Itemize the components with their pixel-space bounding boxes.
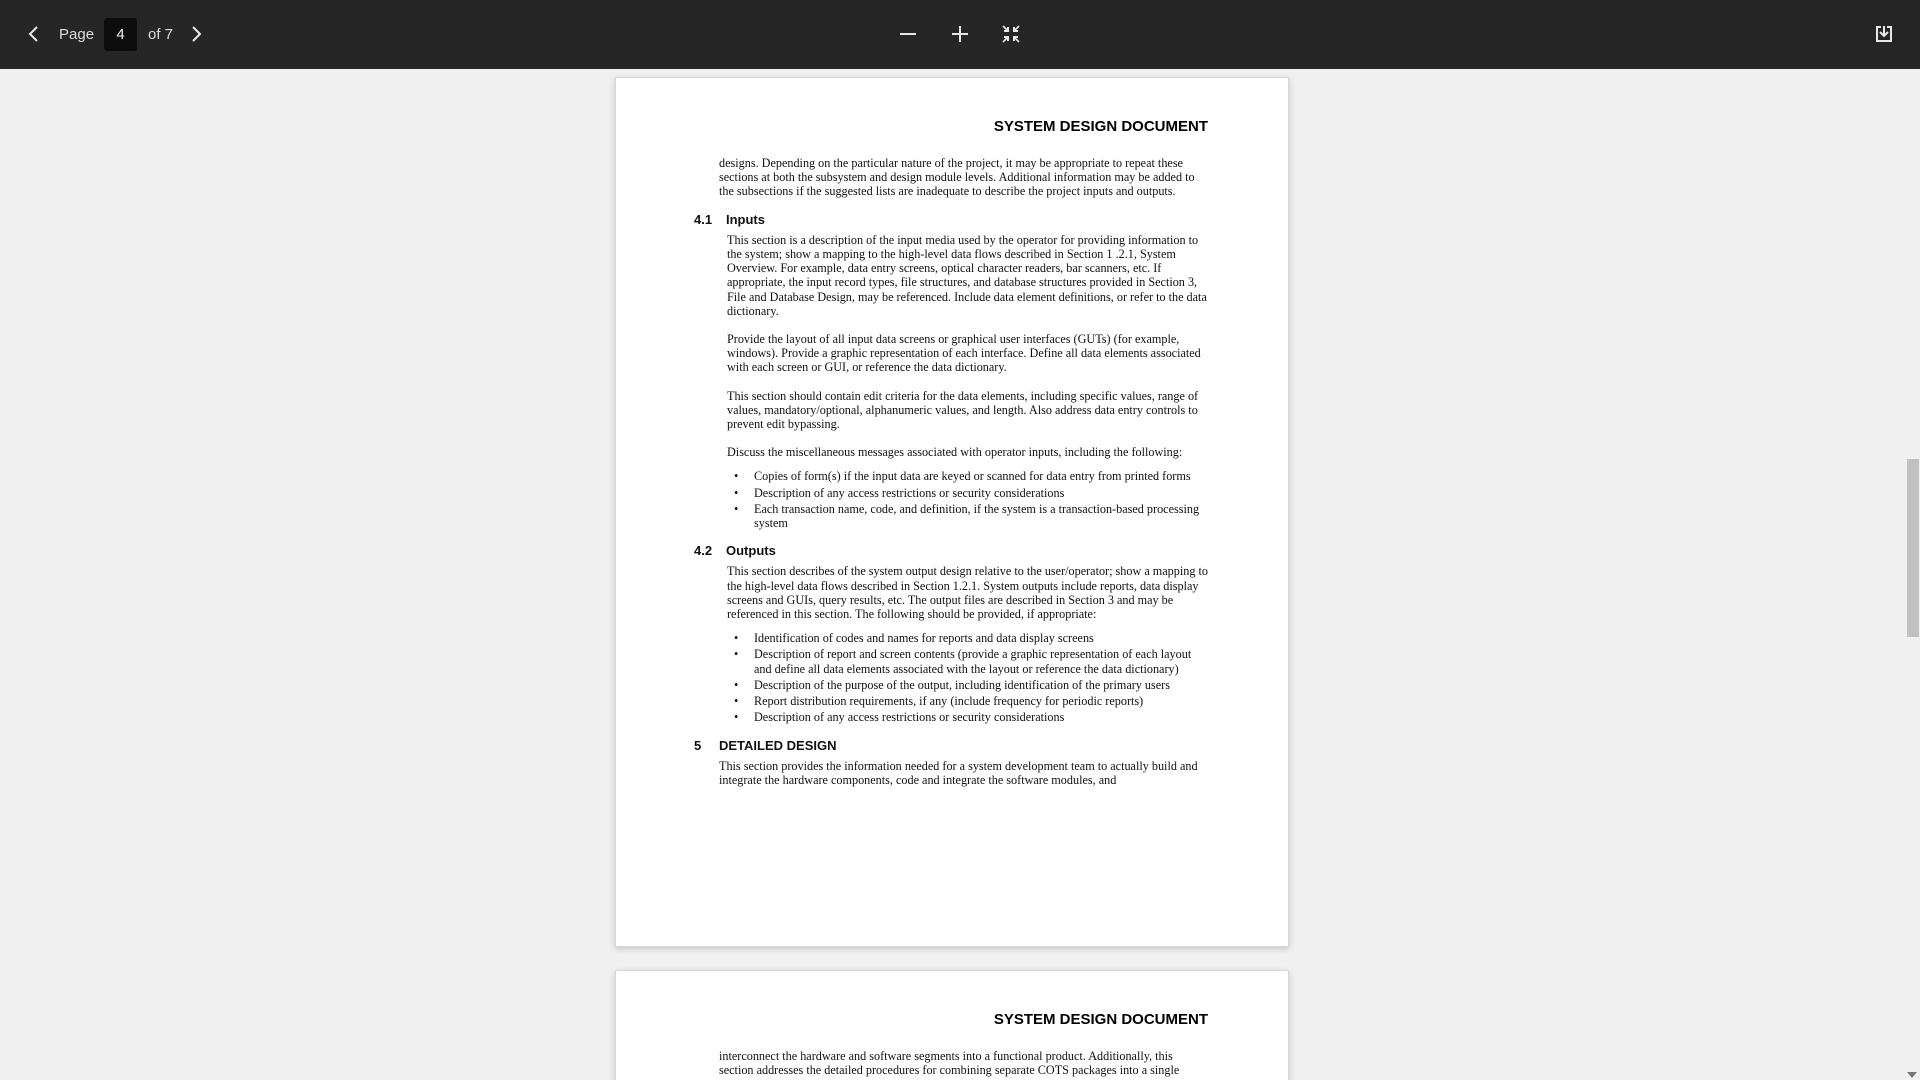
page2-paragraph: interconnect the hardware and software segments into a functional product. Additionally, this section addresses the detailed procedures for combining separate COTS packages into a single xyxy=(719,1049,1180,1078)
inputs-paragraph-1: This section is a description of the input media used by the operator for providing information to the system; show a mapping to the high-level data flows described in Section 1 .2.1, System Overview. For example, data entry screens, optical character readers, bar scanners, etc. If appropriate, the input record types, file structures, and database structures provided in Section 3, File and Database Design, may be referenced. Include data element definitions, or refer to the data dictionary. xyxy=(727,232,1207,318)
section-number: 5 xyxy=(694,737,702,753)
chevron-left-icon xyxy=(25,25,43,43)
list-item: • Each transaction name, code, and definition, if the system is a transaction-based processing system xyxy=(734,501,1200,531)
document-viewport[interactable] xyxy=(0,69,1920,1080)
page-content xyxy=(694,1049,1210,1080)
page-content xyxy=(694,156,1210,801)
scroll-down-arrow-icon[interactable] xyxy=(1907,1072,1917,1078)
inputs-paragraph-2: Provide the layout of all input data screens or graphical user interfaces (GUTs) (for example, windows). Provide a graphic representation of each interface. Define all data elements associated with each screen or GUI, or reference the data dictionary. xyxy=(727,332,1201,375)
page-label: Page xyxy=(59,26,95,43)
inputs-paragraph-4: Discuss the miscellaneous messages associated with operator inputs, including the following: xyxy=(727,445,1183,460)
list-item: • Description of report and screen contents (provide a graphic representation of each layout and define all data elements associated with the layout or reference the data dictionary) xyxy=(734,647,1192,676)
outputs-paragraph-1: This section describes of the system output design relative to the user/operator; show a mapping to the high-level data flows described in Section 1.2.1. System outputs include reports, data display screens and GUIs, query results, etc. The output files are described in Section 3 and may be referenced in this section. The following should be provided, if appropriate: xyxy=(727,564,1208,622)
viewer-toolbar xyxy=(0,0,1920,69)
vertical-scrollbar[interactable] xyxy=(1904,69,1920,1080)
previous-page-button[interactable] xyxy=(20,20,48,48)
section-title: Inputs xyxy=(726,211,765,227)
section-title: DETAILED DESIGN xyxy=(719,737,837,753)
document-header: SYSTEM DESIGN DOCUMENT xyxy=(993,1011,1208,1028)
section-5-heading xyxy=(694,739,1210,753)
zoom-out-button[interactable] xyxy=(894,20,922,48)
list-item: • Description of any access restrictions or security considerations xyxy=(734,485,1065,500)
page-number-input[interactable] xyxy=(104,18,137,51)
list-item: • Report distribution requirements, if any (include frequency for periodic reports) xyxy=(734,694,1144,709)
document-page xyxy=(615,77,1289,947)
document-header: SYSTEM DESIGN DOCUMENT xyxy=(993,118,1208,135)
section-4-2-heading xyxy=(694,544,1210,558)
fit-page-button[interactable] xyxy=(997,20,1025,48)
scrollbar-thumb[interactable] xyxy=(1907,459,1919,637)
list-item: • Copies of form(s) if the input data are keyed or scanned for data entry from printed forms xyxy=(734,469,1191,484)
next-page-button[interactable] xyxy=(182,20,210,48)
download-button[interactable] xyxy=(1870,20,1898,48)
section-4-1-heading xyxy=(694,213,1210,227)
intro-paragraph: designs. Depending on the particular nature of the project, it may be appropriate to repeat these sections at both the subsystem and design module levels. Additional information may be added to the subsections if the suggested lists are inadequate to describe the project inputs and outputs. xyxy=(719,156,1195,199)
section-number: 4.2 xyxy=(694,543,713,559)
compress-icon xyxy=(1002,25,1020,43)
section-title: Outputs xyxy=(726,543,776,559)
detailed-design-paragraph: This section provides the information needed for a system development team to actually build and integrate the hardware components, code and integrate the software modules, and xyxy=(719,758,1198,787)
list-item: • Description of any access restrictions or security considerations xyxy=(734,710,1065,725)
zoom-in-button[interactable] xyxy=(946,20,974,48)
document-page xyxy=(615,970,1289,1080)
page-total: of 7 xyxy=(148,26,174,43)
inputs-paragraph-3: This section should contain edit criteria for the data elements, including specific values, range of values, mandatory/optional, alphanumeric values, and length. Also address data entry controls to prevent edit bypassing. xyxy=(727,388,1199,432)
chevron-right-icon xyxy=(187,25,205,43)
minus-icon xyxy=(899,25,917,43)
plus-icon xyxy=(951,25,969,43)
download-icon xyxy=(1874,24,1894,44)
inputs-bullet-list xyxy=(694,469,1210,530)
outputs-bullet-list xyxy=(694,631,1210,724)
list-item: • Description of the purpose of the output, including identification of the primary users xyxy=(734,677,1170,692)
section-number: 4.1 xyxy=(694,211,713,227)
list-item: • Identification of codes and names for reports and data display screens xyxy=(734,631,1094,646)
